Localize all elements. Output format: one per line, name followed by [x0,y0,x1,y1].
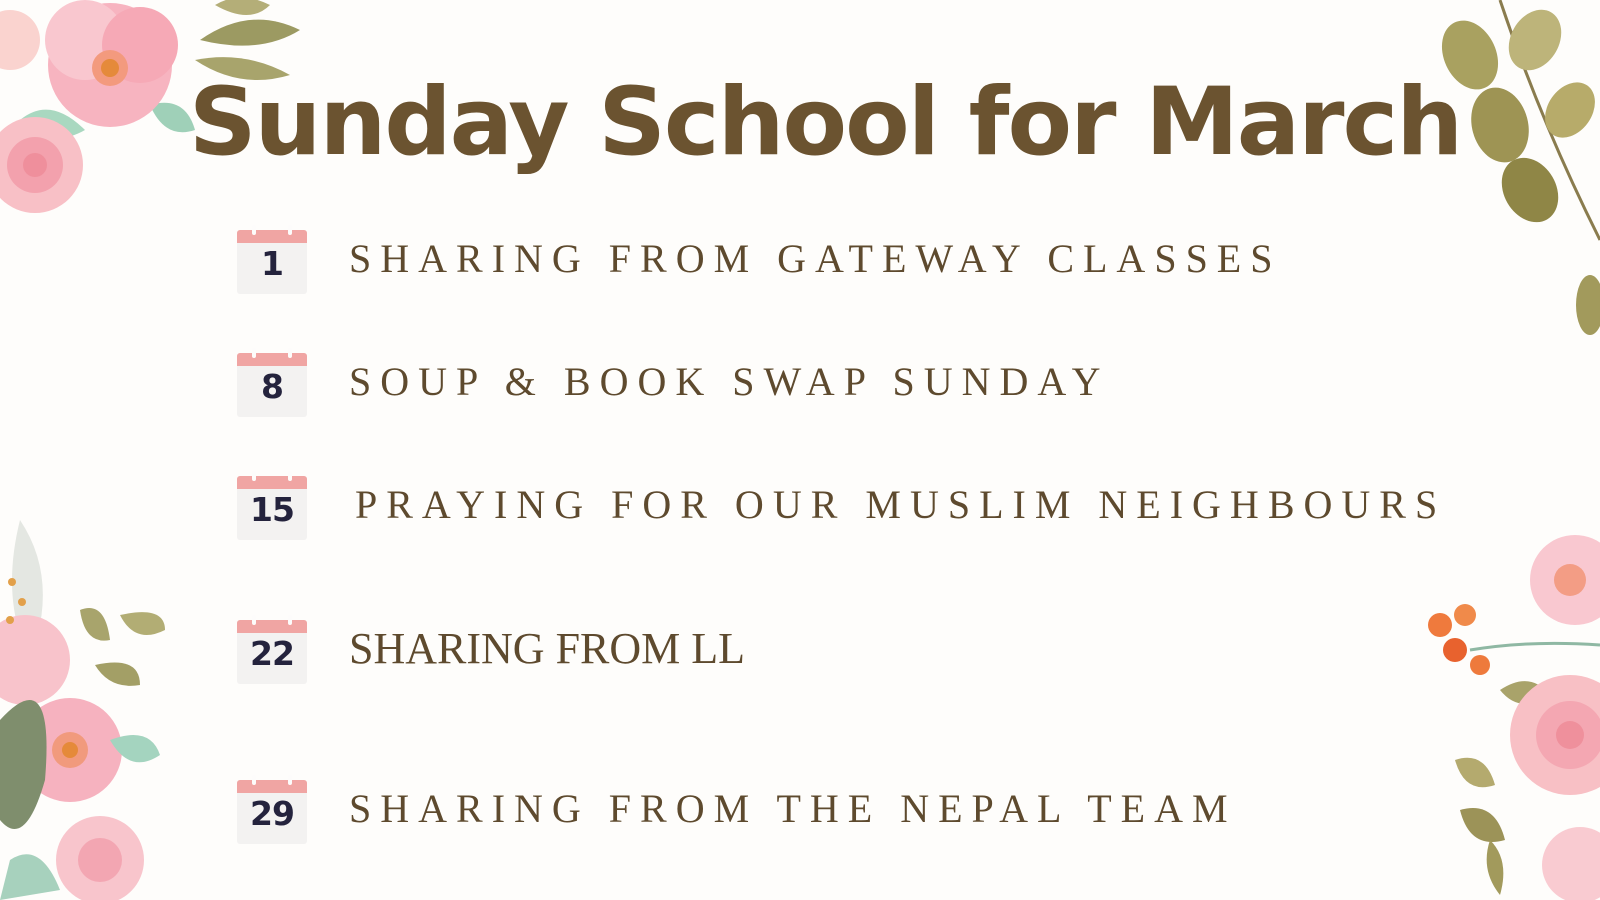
schedule-item-title: SHARING FROM LL [349,623,746,673]
calendar-icon [237,612,307,684]
schedule-item-title: SHARING FROM GATEWAY CLASSES [349,235,1282,281]
page-title: Sunday School for March [188,68,1462,177]
schedule-item-title: PRAYING FOR OUR MUSLIM NEIGHBOURS [355,481,1447,527]
schedule-item [237,772,1237,844]
calendar-icon [237,468,307,540]
schedule-item-title: SOUP & BOOK SWAP SUNDAY [349,358,1110,404]
schedule-item [237,468,1446,540]
flowers-bottom-left-icon [0,520,180,900]
date-number: 22 [250,634,294,673]
date-number: 1 [261,244,283,283]
date-number: 29 [250,794,294,833]
date-number: 15 [250,490,294,529]
calendar-icon [237,222,307,294]
schedule-item [237,345,1109,417]
schedule-item-title: SHARING FROM THE NEPAL TEAM [349,785,1237,831]
schedule-item [237,222,1282,294]
calendar-icon [237,345,307,417]
calendar-icon [237,772,307,844]
schedule-item [237,612,745,684]
date-number: 8 [261,367,283,406]
flowers-bottom-right-icon [1410,520,1600,900]
